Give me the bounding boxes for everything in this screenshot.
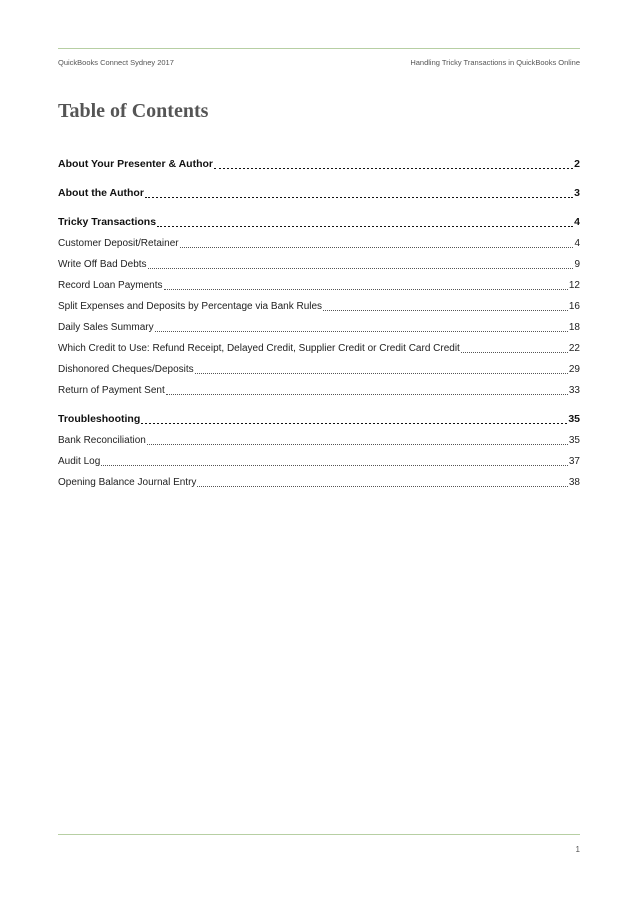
dot-leader [101, 465, 568, 466]
toc-entry-label: Customer Deposit/Retainer [58, 238, 179, 249]
dot-leader [461, 352, 568, 353]
dot-leader [180, 247, 574, 248]
dot-leader [166, 394, 568, 395]
toc-entry-label: Dishonored Cheques/Deposits [58, 364, 194, 375]
toc-entry-label: Tricky Transactions [58, 216, 157, 228]
toc-entry-page: 33 [568, 385, 580, 396]
dot-leader [164, 289, 568, 290]
toc-entry-about-author[interactable] [58, 183, 580, 204]
toc-entry-daily-sales-summary[interactable] [58, 317, 580, 338]
toc-entry-page: 4 [574, 238, 580, 249]
dot-leader [147, 444, 568, 445]
toc-entry-label: Return of Payment Sent [58, 385, 165, 396]
toc-entry-page: 2 [574, 158, 580, 170]
page-number: 1 [575, 845, 580, 854]
toc-entry-return-of-payment[interactable] [58, 380, 580, 401]
toc-entry-page: 37 [568, 456, 580, 467]
toc-entry-page: 29 [568, 364, 580, 375]
dot-leader [148, 268, 574, 269]
toc-entry-opening-balance[interactable] [58, 472, 580, 493]
toc-entry-customer-deposit[interactable] [58, 233, 580, 254]
toc-entry-label: Opening Balance Journal Entry [58, 477, 197, 488]
toc-entry-troubleshooting[interactable] [58, 409, 580, 430]
toc-entry-tricky-transactions[interactable] [58, 212, 580, 233]
toc-entry-page: 35 [568, 435, 580, 446]
toc-entry-audit-log[interactable] [58, 451, 580, 472]
toc-entry-dishonored-cheques[interactable] [58, 359, 580, 380]
toc-entry-label: Write Off Bad Debts [58, 259, 147, 270]
toc-entry-label: Which Credit to Use: Refund Receipt, Delayed Credit, Supplier Credit or Credit Card Credit [58, 343, 460, 354]
toc-entry-which-credit[interactable] [58, 338, 580, 359]
table-of-contents [58, 154, 580, 493]
dot-leader [141, 423, 567, 424]
toc-entry-write-off-bad-debts[interactable] [58, 254, 580, 275]
toc-entry-page: 18 [568, 322, 580, 333]
page-title: Table of Contents [58, 100, 209, 122]
toc-entry-page: 9 [574, 259, 580, 270]
toc-entry-record-loan-payments[interactable] [58, 275, 580, 296]
toc-entry-split-expenses[interactable] [58, 296, 580, 317]
header-rule [58, 48, 580, 49]
dot-leader [323, 310, 568, 311]
dot-leader [145, 197, 573, 198]
dot-leader [214, 168, 573, 169]
header-document-title: Handling Tricky Transactions in QuickBooks Online [410, 58, 580, 67]
dot-leader [197, 486, 567, 487]
toc-entry-label: Daily Sales Summary [58, 322, 154, 333]
toc-entry-about-presenter[interactable] [58, 154, 580, 175]
toc-entry-label: Audit Log [58, 456, 101, 467]
dot-leader [155, 331, 568, 332]
dot-leader [157, 226, 573, 227]
toc-entry-page: 12 [568, 280, 580, 291]
toc-entry-label: About the Author [58, 187, 144, 199]
footer-rule [58, 834, 580, 835]
toc-entry-label: Split Expenses and Deposits by Percentage via Bank Rules [58, 301, 323, 312]
dot-leader [195, 373, 568, 374]
toc-entry-page: 35 [568, 413, 580, 425]
toc-entry-page: 16 [568, 301, 580, 312]
toc-entry-label: Record Loan Payments [58, 280, 163, 291]
toc-entry-label: Troubleshooting [58, 413, 141, 425]
toc-entry-bank-reconciliation[interactable] [58, 430, 580, 451]
toc-entry-label: About Your Presenter & Author [58, 158, 213, 170]
toc-entry-page: 4 [574, 216, 580, 228]
toc-entry-label: Bank Reconciliation [58, 435, 146, 446]
page-header [58, 58, 580, 67]
header-event-title: QuickBooks Connect Sydney 2017 [58, 58, 174, 67]
toc-entry-page: 22 [568, 343, 580, 354]
toc-entry-page: 38 [568, 477, 580, 488]
toc-entry-page: 3 [574, 187, 580, 199]
